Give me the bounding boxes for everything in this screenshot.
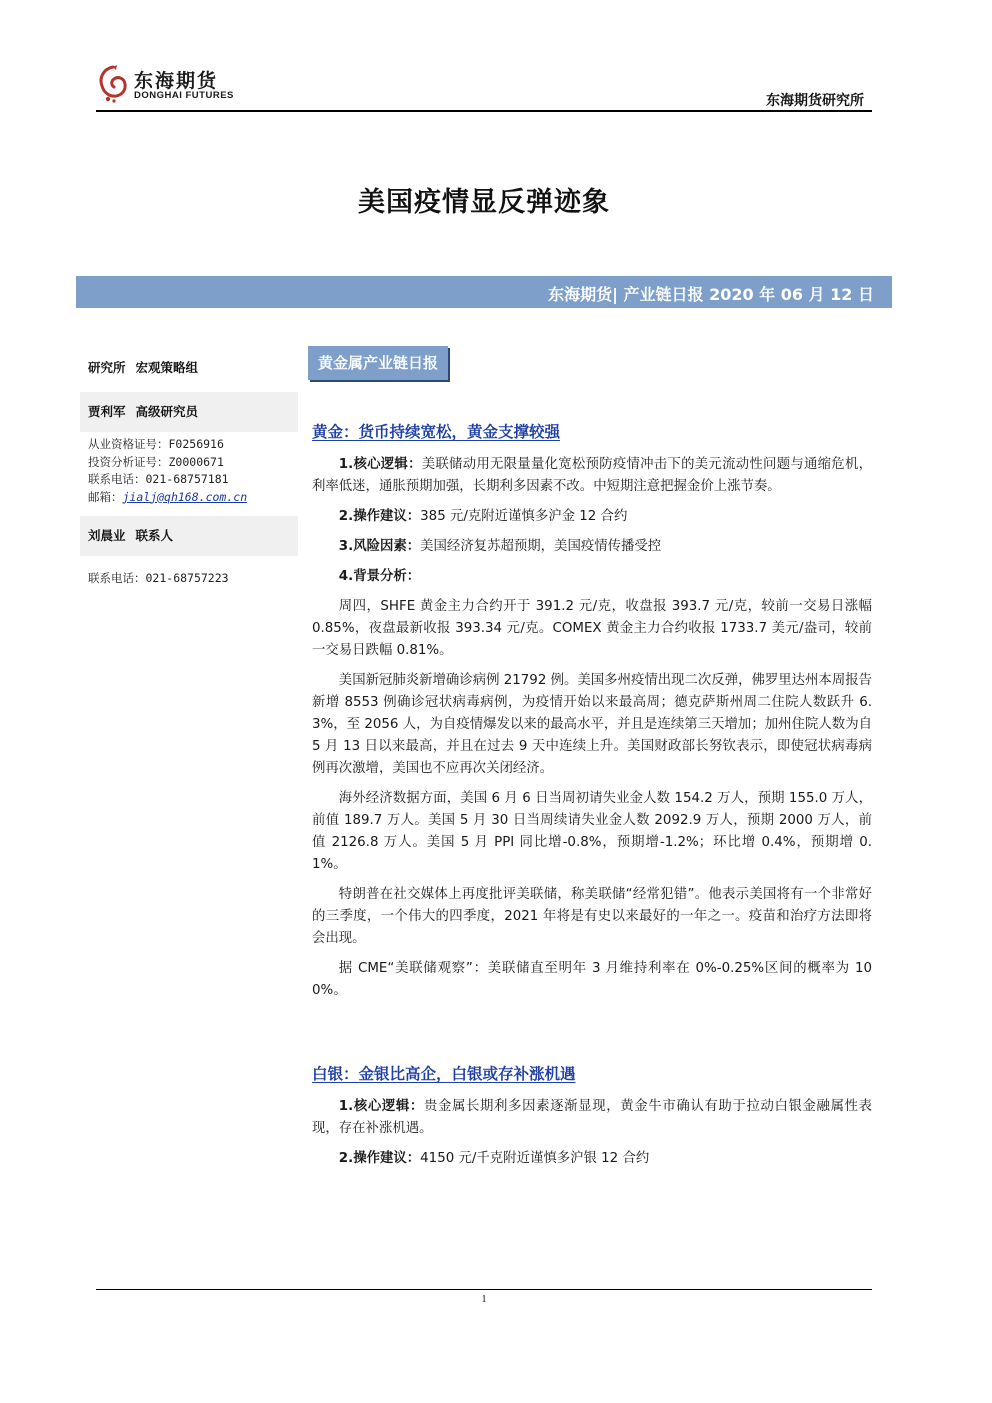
gold-background-p5: 据 CME“美联储观察”：美联储直至明年 3 月维持利率在 0%-0.25%区间的概率为 100%。	[312, 961, 872, 998]
analyst-role: 高级研究员	[135, 404, 199, 419]
footer-divider	[96, 1289, 872, 1290]
gold-core-logic-text: 美联储动用无限量量化宽松预防疫情冲击下的美元流动性问题与通缩危机，利率低迷，通胀预期加强，长期利多因素不改。中短期注意把握金价上涨节奏。	[312, 457, 873, 494]
header-divider	[96, 110, 872, 112]
sidebar-group-heading	[80, 348, 298, 388]
sidebar-team: 宏观策略组	[135, 360, 199, 375]
section-tag: 黄金属产业链日报	[308, 346, 448, 380]
contact-phone: 联系电话：021-68757223	[88, 571, 229, 585]
contact-name: 刘晨业	[88, 528, 126, 543]
banner-text: 东海期货| 产业链日报 2020 年 06 月 12 日	[548, 285, 874, 304]
silver-core-logic-text: 贵金属长期利多因素逐渐显现，黄金牛市确认有助于拉动白银金融属性表现，存在补涨机遇。	[312, 1099, 873, 1136]
gold-core-logic	[312, 454, 872, 498]
gold-advice	[312, 506, 872, 528]
gold-core-logic-label: 1.核心逻辑：	[338, 457, 422, 472]
analyst-investment-cert: 投资分析证号：Z0000671	[88, 454, 224, 469]
report-banner	[76, 276, 892, 308]
donghai-logo	[96, 64, 236, 108]
gold-background-label: 4.背景分析：	[338, 569, 421, 584]
sidebar-dept: 研究所	[88, 360, 126, 375]
gold-risk	[312, 536, 872, 558]
silver-advice-text: 4150 元/千克附近谨慎多沪银 12 合约	[420, 1151, 650, 1166]
analyst-email-row	[80, 489, 298, 507]
gold-background-heading	[312, 566, 872, 588]
report-body	[312, 420, 872, 1178]
gold-background-p2: 美国新冠肺炎新增确诊病例 21792 例。美国多州疫情出现二次反弹，佛罗里达州本周报告新增 8553 例确诊冠状病毒病例，为疫情开始以来最高周；德克萨斯州周二住院人数跃升 6.3%，至 2056 人，为自疫情爆发以来的最高水平，并且是连续第三天增加；加州住院人数为自 5 月 13 日以来最高，并且在过去 9 天中连续上升。美国财政部长努钦表示，即使冠状病毒病例再次激增，美国也不应再次关闭经济。	[312, 673, 872, 776]
analyst-qualification: 从业资格证号：F0256916	[88, 437, 224, 451]
silver-core-logic-label: 1.核心逻辑：	[338, 1099, 424, 1114]
gold-risk-text: 美国经济复苏超预期，美国疫情传播受控	[420, 539, 662, 554]
silver-heading: 白银：金银比高企，白银或存补涨机遇	[312, 1065, 576, 1083]
gold-advice-text: 385 元/克附近谨慎多沪金 12 合约	[420, 509, 628, 524]
gold-background-p1: 周四，SHFE 黄金主力合约开于 391.2 元/克，收盘报 393.7 元/克，较前一交易日涨幅 0.85%，夜盘最新收报 393.34 元/克。COMEX 黄金主力合约收报 1733.7 美元/盎司，较前一交易日跌幅 0.81%。	[312, 599, 872, 658]
header-institute-name: 东海期货研究所	[766, 93, 864, 109]
email-label: 邮箱：	[88, 489, 123, 504]
page-number: 1	[481, 1293, 487, 1305]
gold-advice-label: 2.操作建议：	[338, 509, 421, 524]
analyst-name: 贾利军	[88, 404, 126, 419]
analyst-heading	[80, 392, 298, 432]
analyst-phone: 联系电话：021-68757181	[88, 472, 229, 486]
contact-role: 联系人	[135, 528, 174, 543]
silver-advice	[312, 1148, 872, 1170]
page-title: 美国疫情显反弹迹象	[358, 187, 610, 218]
gold-background-p4: 特朗普在社交媒体上再度批评美联储，称美联储“经常犯错”。他表示美国将有一个非常好的三季度，一个伟大的四季度，2021 年将是有史以来最好的一年之一。疫苗和治疗方法即将会出现。	[312, 887, 872, 946]
gold-risk-label: 3.风险因素：	[338, 539, 421, 554]
author-sidebar	[80, 348, 298, 588]
gold-background-p3: 海外经济数据方面，美国 6 月 6 日当周初请失业金人数 154.2 万人，预期 155.0 万人，前值 189.7 万人。美国 5 月 30 日当周续请失业金人数 2092.9 万人，预期 2000 万人，前值 2126.8 万人。美国 5 月 PPI 同比增-0.8%，预期增-1.2%；环比增 0.4%，预期增 0.1%。	[312, 791, 872, 872]
silver-advice-label: 2.操作建议：	[338, 1151, 421, 1166]
analyst-email-link[interactable]: jialj@qh168.com.cn	[122, 489, 248, 504]
dragon-logo-icon	[96, 64, 130, 104]
logo-english-text: DONGHAI FUTURES	[134, 90, 234, 101]
silver-core-logic	[312, 1096, 872, 1140]
contact-heading	[80, 516, 298, 556]
gold-heading: 黄金：货币持续宽松，黄金支撑较强	[312, 423, 561, 441]
logo-chinese-text: 东海期货	[134, 70, 219, 92]
